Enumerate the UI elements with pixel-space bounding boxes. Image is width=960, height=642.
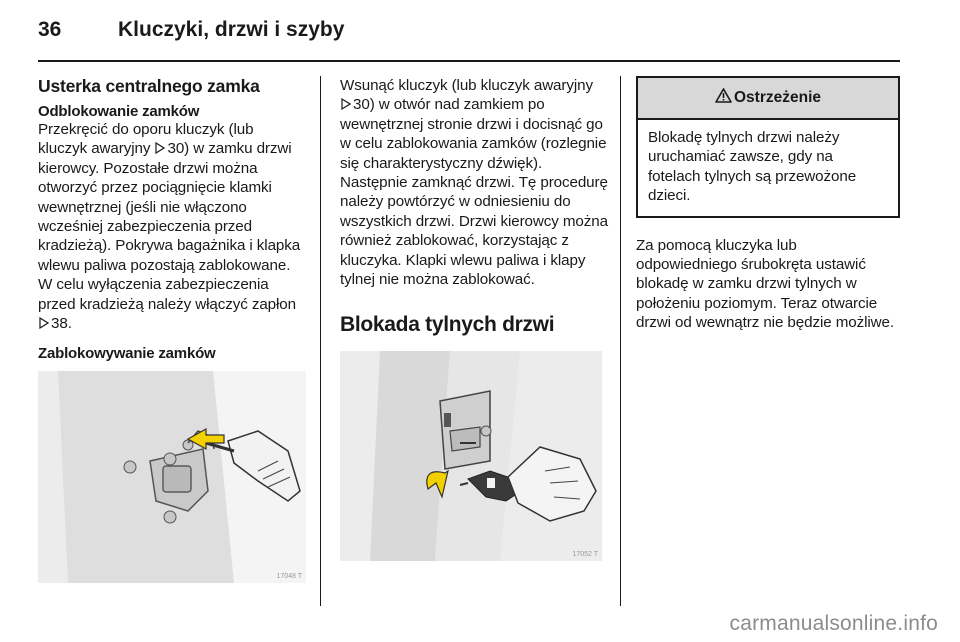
subtitle-unlocking: Odblokowanie zamków bbox=[38, 103, 200, 120]
cross-reference-arrow-icon bbox=[39, 317, 49, 329]
section-title-central-lock: Usterka centralnego zamka bbox=[38, 76, 260, 96]
watermark: carmanualsonline.info bbox=[729, 612, 938, 635]
column-1 bbox=[38, 76, 306, 583]
warning-text: Blokadę tylnych drzwi należy uruchamiać zawsze, gdy na fotelach tylnych są przewożone dzieci. bbox=[648, 129, 857, 205]
figure-id: 17048 T bbox=[276, 573, 302, 581]
unlocking-paragraph bbox=[38, 120, 306, 333]
column-divider bbox=[620, 76, 621, 606]
warning-box bbox=[636, 76, 900, 218]
column-divider bbox=[320, 76, 321, 606]
section-title-rear-door-lock: Blokada tylnych drzwi bbox=[340, 313, 555, 337]
figure-rear-door-child-lock bbox=[340, 351, 602, 561]
text-run: 30) w zamku drzwi kierowcy. Pozostałe drzwi można otworzyć przez pociągnięcie klamki wewnętrznej (jeśli nie włączono wcześniej zabezpieczenia przed kradzieżą). Pokrywa bagażnika i klapka wlewu paliwa pozostają zablokowane. W celu wyłączenia zabezpieczenia przed kradzieżą należy włączyć zapłon bbox=[38, 140, 301, 313]
text-run: Przekręcić do oporu kluczyk (lub kluczyk awaryjny bbox=[38, 121, 254, 158]
cross-reference-arrow-icon bbox=[341, 98, 351, 110]
door-lock-illustration bbox=[38, 371, 306, 583]
subtitle-locking: Zablokowywanie zamków bbox=[38, 345, 216, 363]
text-run: Wsunąć kluczyk (lub kluczyk awaryjny bbox=[340, 77, 593, 94]
warning-triangle-icon bbox=[715, 88, 732, 103]
warning-title: Ostrzeżenie bbox=[733, 89, 821, 106]
text-run: 30) w otwór nad zamkiem po wewnętrznej stronie drzwi i docisnąć go w celu zablokowania zamków (rozlegnie się charakterystyczny dźwięk). Następnie zamknąć drzwi. Tę procedurę należy powtórzyć w odniesieniu do wszystkich drzwi. Drzwi kierowcy można również zablokować, korzystając z kluczyka. Klapki wlewu paliwa i klapy tylnej nie można zablokować. bbox=[340, 96, 608, 289]
figure-door-lock-key bbox=[38, 371, 306, 583]
rear-door-lock-illustration bbox=[340, 351, 602, 561]
warning-body bbox=[638, 120, 898, 216]
rear-lock-paragraph: Za pomocą kluczyka lub odpowiedniego śrubokręta ustawić blokadę w zamku drzwi tylnych w położeniu poziomym. Teraz otwarcie drzwi od wewnątrz nie będzie możliwe. bbox=[636, 236, 894, 332]
column-2 bbox=[340, 76, 608, 561]
page-number: 36 bbox=[38, 18, 62, 41]
figure-id: 17052 T bbox=[572, 551, 598, 559]
header-rule bbox=[38, 60, 900, 62]
page-header bbox=[38, 18, 900, 62]
column-3 bbox=[636, 76, 900, 333]
cross-reference-arrow-icon bbox=[155, 142, 165, 154]
locking-paragraph bbox=[340, 76, 608, 289]
text-run: 38. bbox=[51, 315, 72, 333]
warning-header bbox=[638, 78, 898, 120]
page-title: Kluczyki, drzwi i szyby bbox=[118, 18, 345, 41]
